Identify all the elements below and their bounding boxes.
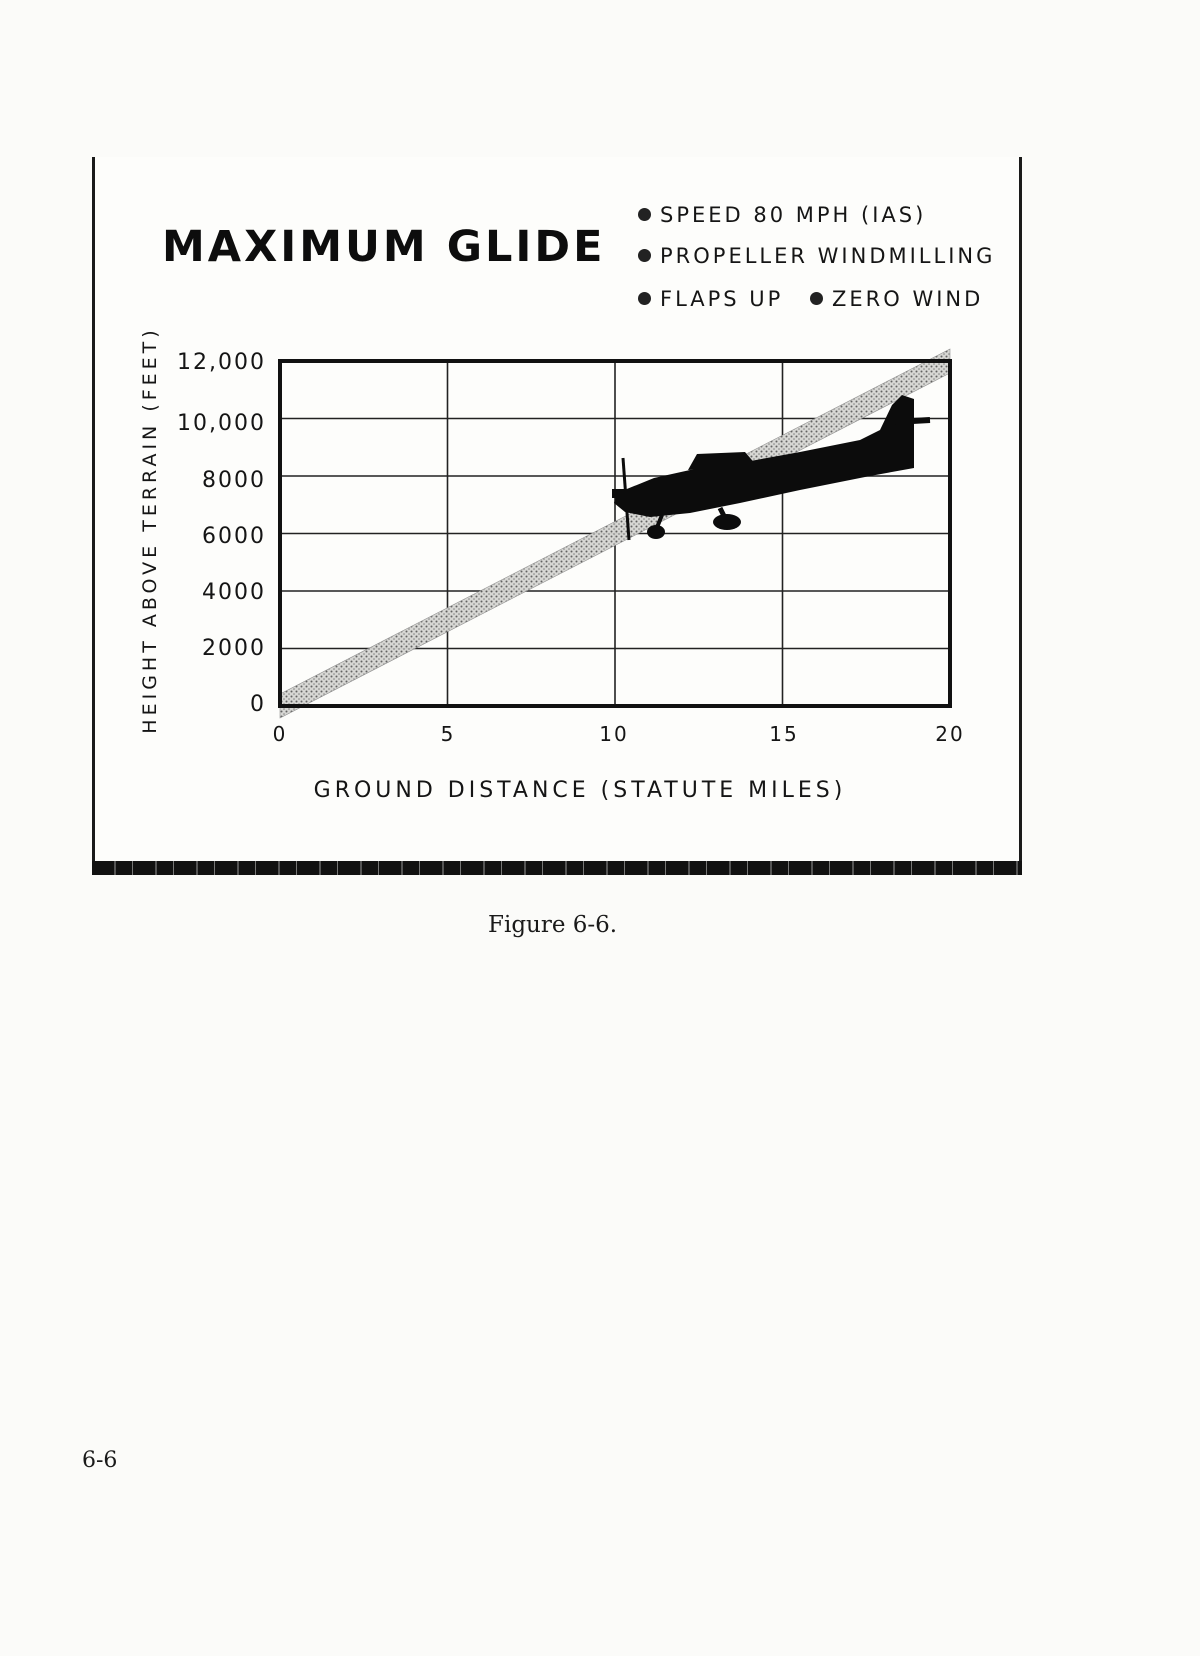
- airplane-icon: [612, 395, 930, 540]
- x-tick-label: 15: [769, 722, 799, 746]
- y-tick-label: 2000: [202, 636, 266, 661]
- y-axis-label-text: HEIGHT ABOVE TERRAIN (FEET): [139, 326, 161, 734]
- y-tick-label: 6000: [202, 524, 266, 549]
- y-tick-label: 10,000: [177, 411, 266, 436]
- figure-caption: Figure 6-6.: [488, 912, 618, 938]
- x-tick-label: 20: [935, 722, 965, 746]
- y-tick-label: 4000: [202, 580, 266, 605]
- condition-propeller-text: PROPELLER WINDMILLING: [660, 244, 996, 268]
- chart-title: MAXIMUM GLIDE: [162, 222, 606, 272]
- condition-flaps-text: FLAPS UP: [660, 287, 784, 311]
- y-tick-label: 12,000: [177, 350, 266, 375]
- x-tick-label: 0: [272, 722, 288, 746]
- y-tick-label: 8000: [202, 468, 266, 493]
- x-tick-label: 10: [599, 722, 629, 746]
- x-tick-label: 5: [440, 722, 456, 746]
- page-number: 6-6: [82, 1448, 118, 1473]
- condition-speed-text: SPEED 80 MPH (IAS): [660, 203, 927, 227]
- x-axis-label: GROUND DISTANCE (STATUTE MILES): [313, 778, 847, 803]
- condition-wind-text: ZERO WIND: [832, 287, 984, 311]
- y-tick-label: 0: [250, 692, 266, 717]
